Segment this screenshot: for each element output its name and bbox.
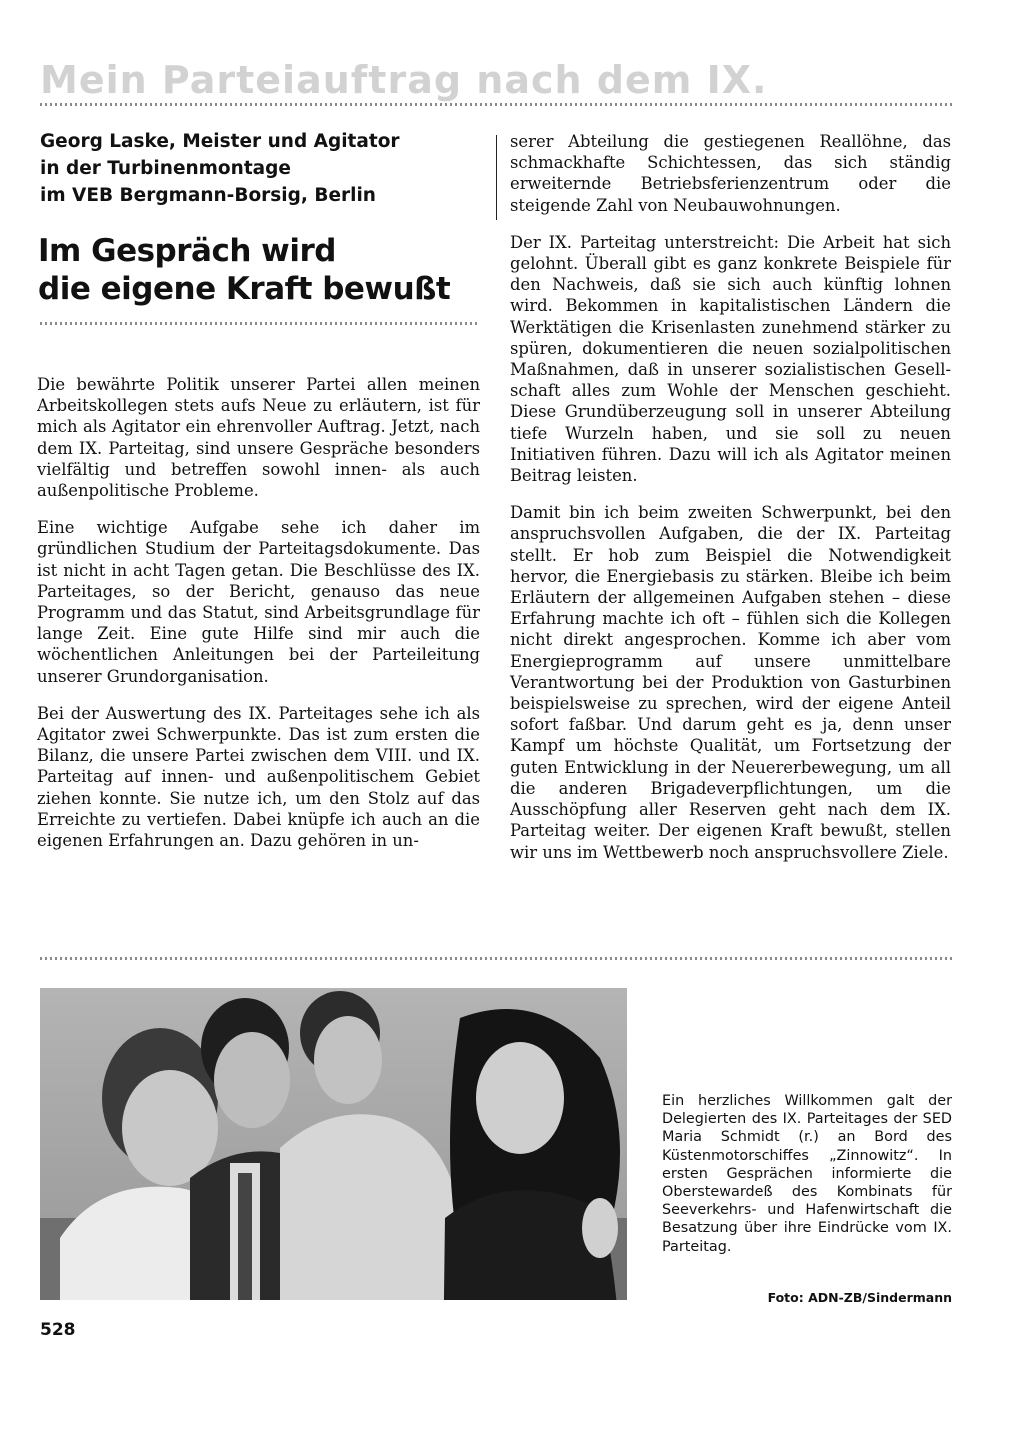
paragraph: Bei der Auswertung des IX. Parteitages sehe ich als Agitator zwei Schwerpunkte. Das ist zum ersten die Bilanz, die unsere Partei zwischen dem VIII. und IX. Parteitag auf innen- und außenpolitischem Gebiet ziehen konnte. Sie nutze ich, um den Stolz auf das Erreichte zu vertiefen. Dabei knüpfe ich auch an die eigenen Erfahrungen an. Dazu gehören in un- xyxy=(37,703,480,851)
column-divider xyxy=(496,135,497,220)
series-divider xyxy=(40,103,952,106)
author-line: im VEB Bergmann-Borsig, Berlin xyxy=(40,185,376,206)
left-text-column xyxy=(37,374,480,867)
paragraph: Eine wichtige Aufgabe sehe ich daher im gründlichen Studium der Parteitagsdokumente. Das ist nicht in acht Tagen getan. Die Beschlüsse des IX. Parteitages, so der Bericht, genauso das neue Programm und das Statut, sind Arbeitsgrundlage für lange Zeit. Eine gute Hilfe sind mir auch die wöchentlichen Anleitungen bei der Parteileitung unserer Grundorganisation. xyxy=(37,518,480,686)
paragraph: serer Abteilung die gestiegenen Reallöhne, das schmackhafte Schichtessen, das sich ständig erweiternde Betriebsferienzentrum oder die steigende Zahl von Neubauwohnungen. xyxy=(510,132,951,215)
news-photo xyxy=(40,988,627,1300)
author-line: Georg Laske, Meister und Agitator xyxy=(40,131,400,152)
article-headline xyxy=(38,232,498,308)
author-byline xyxy=(40,128,480,209)
paragraph: Die bewährte Politik unserer Partei allen meinen Arbeitskollegen stets aufs Neue zu erläutern, ist für mich als Agitator ein ehrenvoller Auftrag. Jetzt, nach dem IX. Parteitag, sind unsere Gespräche besonders vielfältig und betreffen sowohl innen- als auch außenpolitische Probleme. xyxy=(37,375,480,501)
page-number: 528 xyxy=(40,1320,76,1340)
headline-line: Im Gespräch wird xyxy=(38,233,336,269)
headline-line: die eigene Kraft bewußt xyxy=(38,271,451,307)
photo-illustration xyxy=(40,988,627,1300)
section-divider xyxy=(40,957,952,960)
headline-divider xyxy=(40,322,478,325)
paragraph: Damit bin ich beim zweiten Schwerpunkt, bei den anspruchsvollen Aufgaben, die der IX. Parteitag stellt. Er hob zum Beispiel die Notwendigkeit hervor, die Energiebasis zu stärken. Bleibe ich beim Erläutern der allgemeinen Aufgaben stehen – diese Erfahrung machte ich oft – fühlen sich die Kollegen nicht direkt angesprochen. Komme ich aber vom Energieprogramm auf unsere unmittelbare Verantwortung bei der Produktion von Gasturbinen beispielsweise zu sprechen, wird der eigene Anteil sofort faßbar. Und darum geht es ja, denn unser Kampf um höchste Qualität, um Fortsetzung der guten Entwicklung in der Neuererbewegung, um all die anderen Brigadeverpflichtungen, um die Ausschöpfung aller Reserven geht nach dem IX. Parteitag weiter. Der eigenen Kraft bewußt, stellen wir uns im Wettbewerb noch anspruchsvollere Ziele. xyxy=(510,503,951,862)
paragraph: Der IX. Parteitag unterstreicht: Die Arbeit hat sich gelohnt. Überall gibt es ganz konkrete Beispiele für den Nachweis, daß sie sich auch künftig lohnen wird. Bekommen in kapitalistischen Ländern die Werktätigen die Krisenlasten zunehmend stärker zu spüren, dokumentieren die neuen sozialpolitischen Maßnahmen, daß in unserer sozialistischen Gesellschaft alles zum Wohle der Menschen geschieht. Diese Grundüberzeugung soll in unserer Abteilung tiefe Wurzeln haben, und sie soll zu neuen Initiativen führen. Dazu will ich als Agitator meinen Beitrag leisten. xyxy=(510,232,951,486)
photo-caption: Ein herzliches Willkommen galt der Delegierten des IX. Parteitages der SED Maria Schmidt (r.) an Bord des Küstenmotorschiffes „Zinnowitz“. In ersten Gesprächen informierte die Oberstewardeß des Kombinats für Seeverkehrs- und Hafenwirtschaft die Besatzung über ihre Eindrücke vom IX. Parteitag. xyxy=(662,1093,952,1255)
series-title: Mein Parteiauftrag nach dem IX. xyxy=(40,58,768,102)
photo-credit: Foto: ADN-ZB/Sindermann xyxy=(767,1290,952,1305)
author-line: in der Turbinenmontage xyxy=(40,158,291,179)
right-text-column xyxy=(510,131,951,879)
